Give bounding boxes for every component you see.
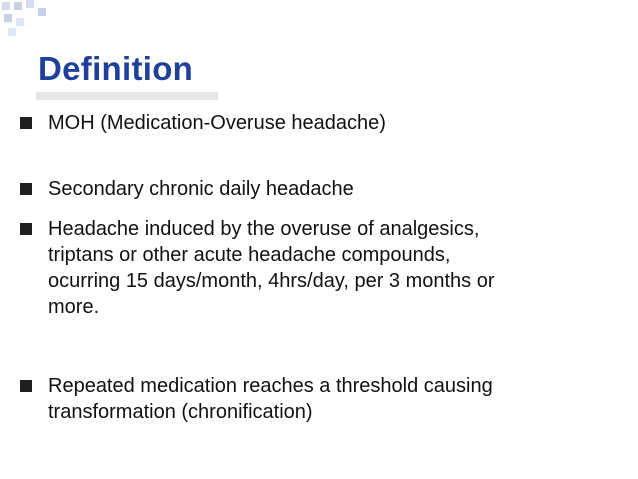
corner-squares-decoration (0, 0, 70, 40)
bullet-item (48, 216, 618, 320)
bullet-line: Repeated medication reaches a threshold causing (48, 375, 493, 397)
bullet-item (48, 176, 618, 202)
title-underline-bar (36, 92, 218, 100)
bullet-square-icon (20, 117, 32, 129)
bullet-line: transformation (chronification) (48, 401, 313, 423)
bullet-square-icon (20, 183, 32, 195)
bullet-square-icon (20, 223, 32, 235)
bullet-square-icon (20, 380, 32, 392)
bullet-item (48, 373, 618, 425)
bullet-line: ocurring 15 days/month, 4hrs/day, per 3 months or (48, 270, 495, 292)
bullet-line: more. (48, 296, 100, 318)
bullet-line: MOH (Medication-Overuse headache) (48, 112, 386, 134)
bullet-line: Secondary chronic daily headache (48, 178, 354, 200)
bullet-item (48, 110, 618, 136)
bullet-line: Headache induced by the overuse of analgesics, (48, 218, 480, 240)
bullet-line: triptans or other acute headache compounds, (48, 244, 451, 266)
slide-title: Definition (38, 50, 194, 87)
